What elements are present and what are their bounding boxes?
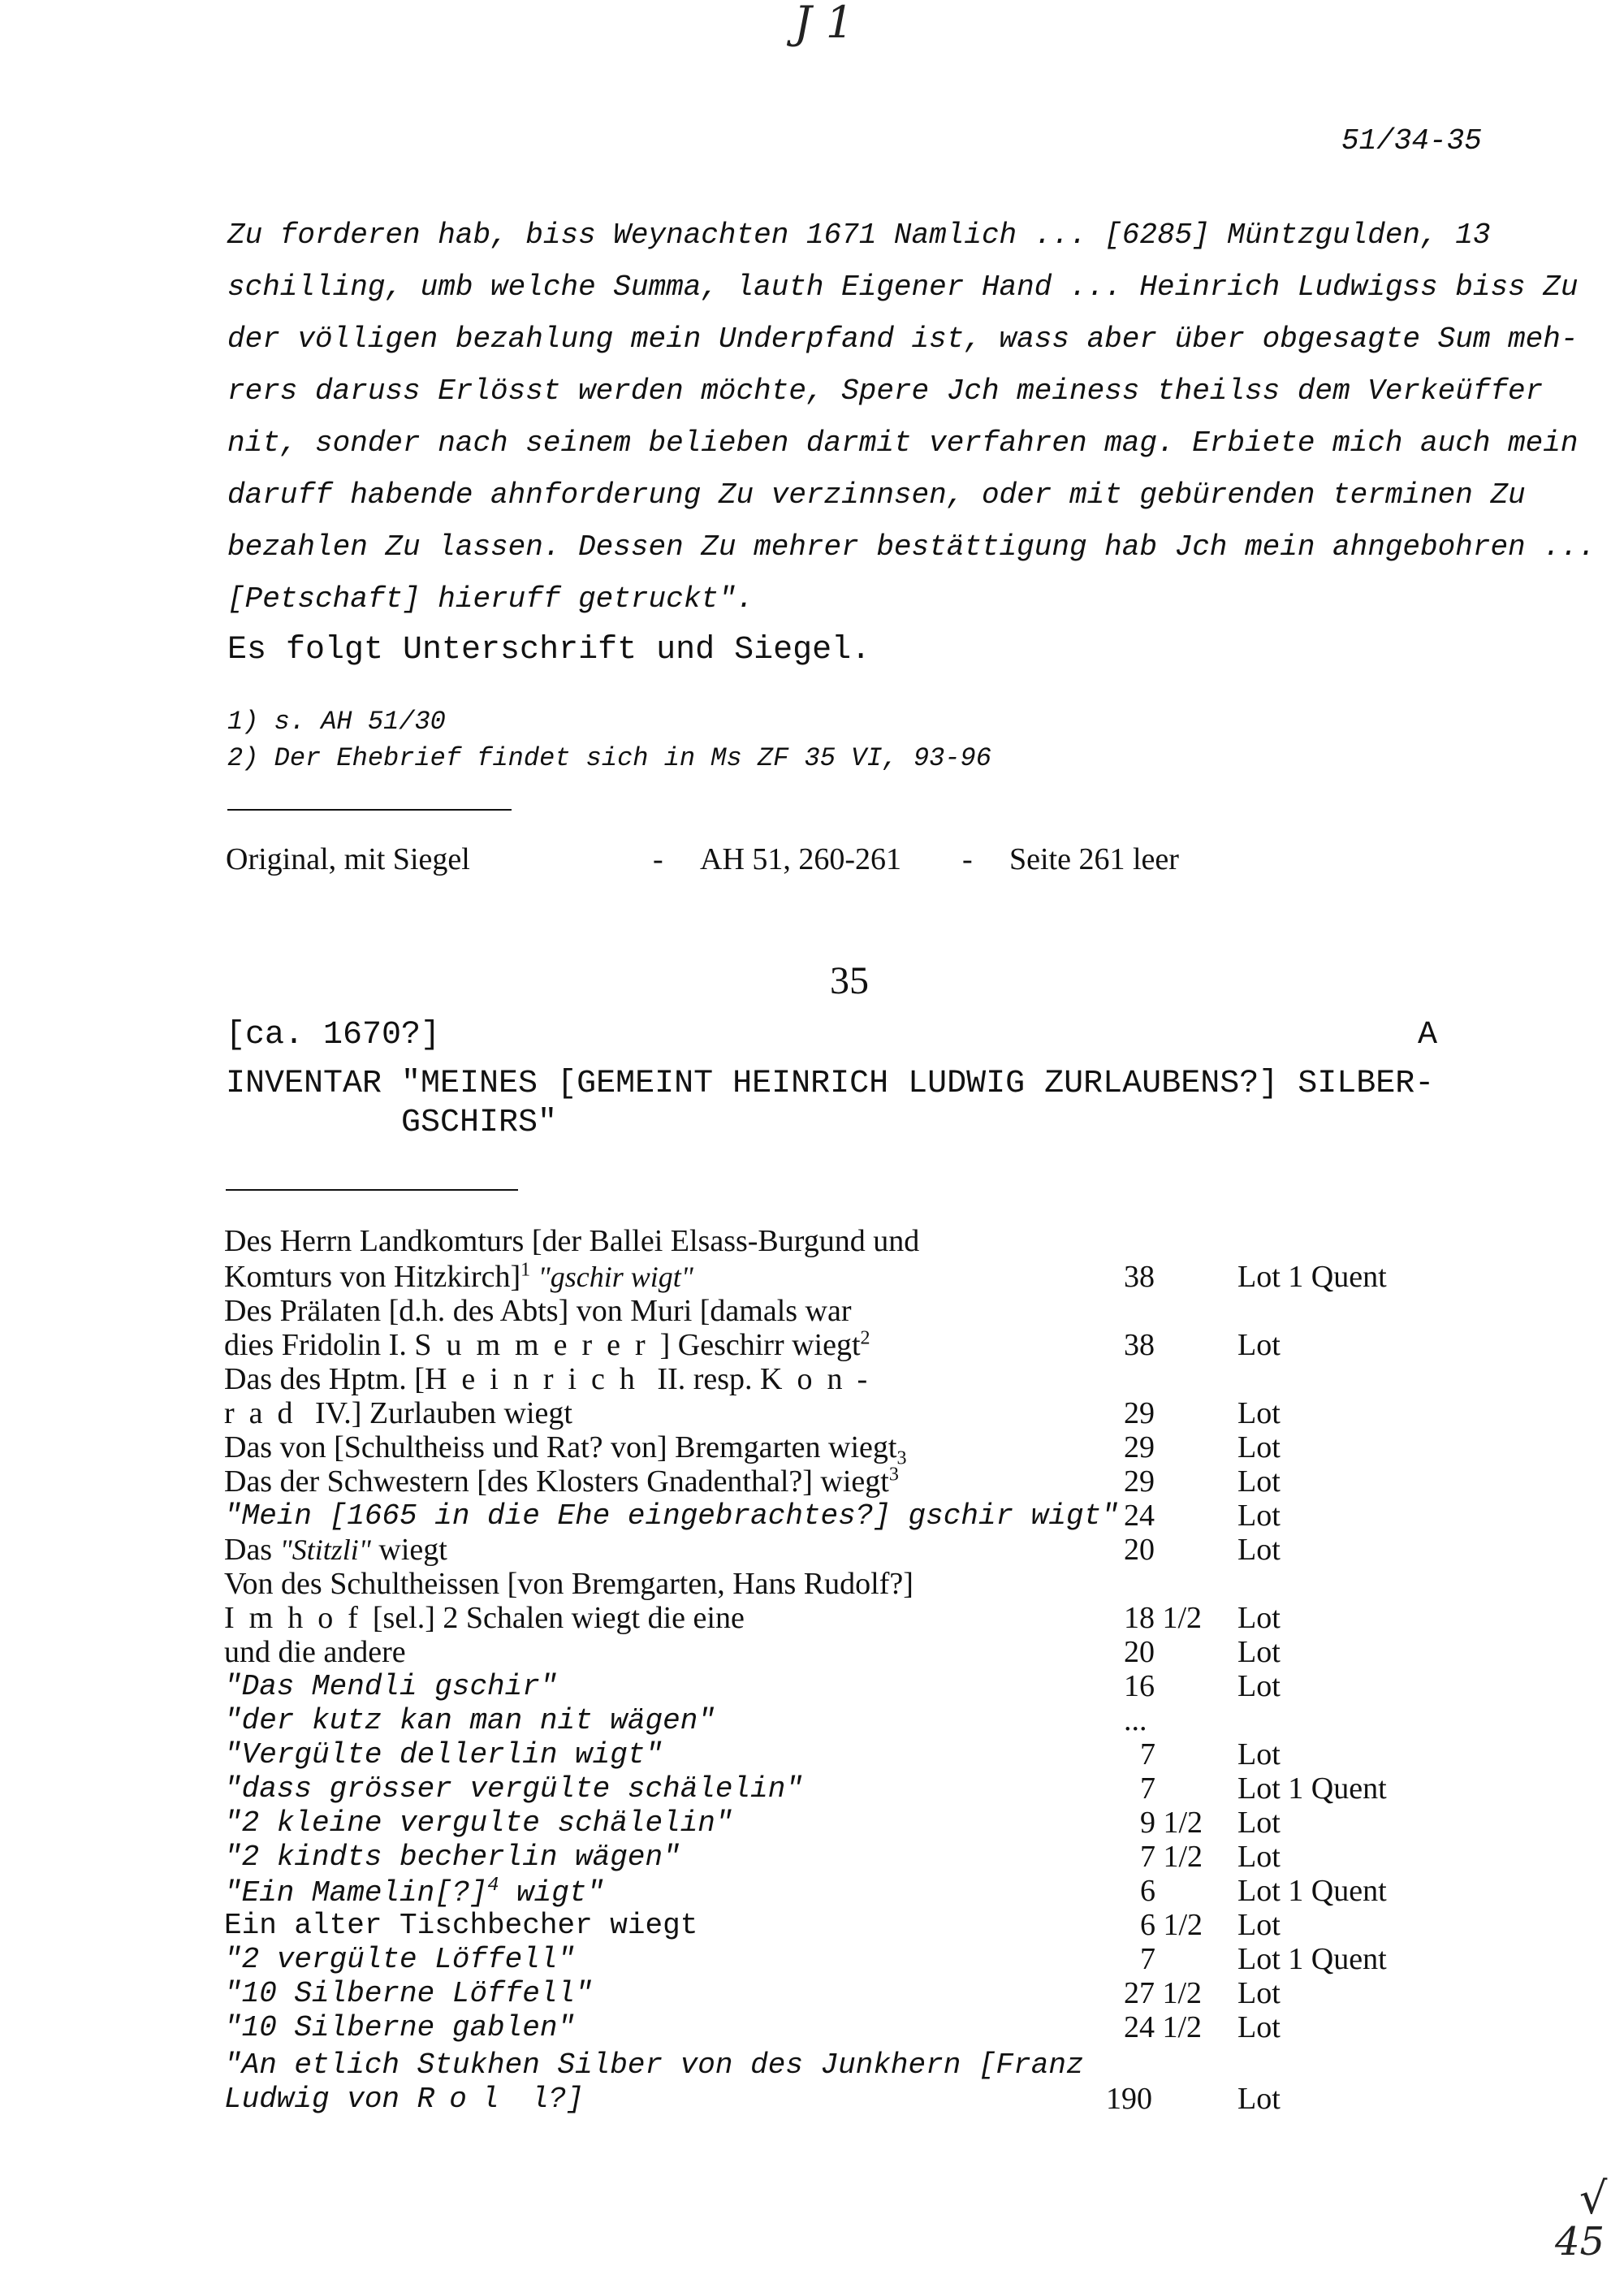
inventory-item: "Das Mendli gschir" <box>224 1670 558 1703</box>
letter-line: bezahlen Zu lassen. Dessen Zu mehrer bestättigung hab Jch mein ahngebohren ... <box>227 530 1596 564</box>
inventory-weight: 29 <box>1124 1396 1155 1430</box>
inventory-weight: 190 <box>1106 2082 1152 2116</box>
inventory-unit: Lot <box>1237 2010 1281 2044</box>
inventory-item: "Ein Mamelin[?]$^4$ wigt" <box>224 1875 605 1910</box>
source-archive-ref: AH 51, 260-261 <box>700 842 902 876</box>
inventory-item: Ein alter Tischbecher wiegt <box>224 1909 698 1942</box>
page-reference: 51/34-35 <box>1341 124 1482 158</box>
inventory-unit: Lot <box>1237 1464 1281 1499</box>
handwritten-page-mark: J 1 <box>794 0 854 48</box>
letter-line: schilling, umb welche Summa, lauth Eigener Hand ... Heinrich Ludwigss biss Zu <box>227 270 1579 304</box>
source-note: Seite 261 leer <box>1009 842 1179 876</box>
inventory-item: "2 kleine vergulte schälelin" <box>224 1806 733 1840</box>
inventory-unit: Lot <box>1237 2082 1281 2116</box>
inventory-weight: 24 <box>1124 1499 1155 1533</box>
inventory-item: "An etlich Stukhen Silber von des Junkhern [Franz <box>224 2048 1084 2082</box>
inventory-weight: 7 <box>1140 1942 1155 1976</box>
inventory-item: "10 Silberne Löffell" <box>224 1977 593 2010</box>
inventory-item: Des Herrn Landkomturs [der Ballei Elsass-Burgund und <box>224 1224 920 1258</box>
inventory-weight: 9 1/2 <box>1140 1806 1203 1840</box>
source-dash: - <box>962 842 973 876</box>
letter-line: [Petschaft] hieruff getruckt". <box>227 582 754 616</box>
inventory-weight: 6 <box>1140 1874 1155 1908</box>
inventory-unit: Lot <box>1237 1908 1281 1942</box>
inventory-item: Komturs von Hitzkirch]$^1$ "gschir wigt" <box>224 1259 693 1294</box>
inventory-unit: Lot <box>1237 1396 1281 1430</box>
inventory-unit: Lot 1 Quent <box>1237 1771 1387 1806</box>
inventory-unit: Lot <box>1237 1976 1281 2010</box>
letter-line: rers daruss Erlösst werden möchte, Spere Jch meiness theilss dem Verkeüffer <box>227 374 1544 408</box>
inventory-item: "2 kindts becherlin wägen" <box>224 1841 680 1874</box>
inventory-weight: ... <box>1124 1703 1147 1737</box>
inventory-weight: 29 <box>1124 1464 1155 1499</box>
letter-line: Zu forderen hab, biss Weynachten 1671 Namlich ... [6285] Müntzgulden, 13 <box>227 218 1491 252</box>
document-title-continued: GSCHIRS" <box>401 1105 558 1141</box>
inventory-unit: Lot 1 Quent <box>1237 1874 1387 1908</box>
document-number: 35 <box>830 959 869 1002</box>
inventory-unit: Lot <box>1237 1840 1281 1874</box>
inventory-weight: 6 1/2 <box>1140 1908 1203 1942</box>
handwritten-check-mark: √ <box>1579 2173 1608 2224</box>
footnote-1: 1) s. AH 51/30 <box>227 707 446 737</box>
inventory-item: Des Prälaten [d.h. des Abts] von Muri [damals war <box>224 1294 852 1328</box>
inventory-item: Das der Schwestern [des Klosters Gnadenthal?] wiegt$^3$ <box>224 1464 899 1499</box>
inventory-item: "der kutz kan man nit wägen" <box>224 1704 715 1737</box>
inventory-unit: Lot 1 Quent <box>1237 1260 1387 1294</box>
inventory-item: "2 vergülte Löffell" <box>224 1943 576 1976</box>
inventory-item: rad IV.] Zurlauben wiegt <box>224 1396 572 1430</box>
inventory-unit: Lot <box>1237 1601 1281 1635</box>
inventory-weight: 7 <box>1140 1737 1155 1771</box>
inventory-unit: Lot <box>1237 1806 1281 1840</box>
footnote-divider <box>227 809 512 811</box>
inventory-unit: Lot <box>1237 1635 1281 1669</box>
inventory-weight: 38 <box>1124 1260 1155 1294</box>
inventory-weight: 38 <box>1124 1328 1155 1362</box>
inventory-unit: Lot 1 Quent <box>1237 1942 1387 1976</box>
handwritten-page-number: 45 <box>1555 2219 1605 2265</box>
inventory-item: "10 Silberne gablen" <box>224 2011 576 2044</box>
inventory-unit: Lot <box>1237 1533 1281 1567</box>
inventory-item: Das "Stitzli" wiegt <box>224 1533 447 1567</box>
inventory-unit: Lot <box>1237 1328 1281 1362</box>
inventory-weight: 24 1/2 <box>1124 2010 1203 2044</box>
inventory-weight: 29 <box>1124 1430 1155 1464</box>
inventory-item: "Vergülte dellerlin wigt" <box>224 1738 663 1771</box>
inventory-weight: 20 <box>1124 1635 1155 1669</box>
inventory-item: Imhof[sel.] 2 Schalen wiegt die eine <box>224 1601 745 1635</box>
title-divider <box>226 1189 518 1191</box>
source-dash: - <box>653 842 663 876</box>
inventory-weight: 27 1/2 <box>1124 1976 1203 2010</box>
inventory-item: "dass grösser vergülte schälelin" <box>224 1772 803 1806</box>
document-title: INVENTAR "MEINES [GEMEINT HEINRICH LUDWIG ZURLAUBENS?] SILBER- <box>226 1066 1435 1102</box>
inventory-item: und die andere <box>224 1635 406 1669</box>
inventory-unit: Lot <box>1237 1669 1281 1703</box>
letter-line: nit, sonder nach seinem belieben darmit verfahren mag. Erbiete mich auch mein <box>227 426 1579 460</box>
inventory-weight: 7 <box>1140 1771 1155 1806</box>
inventory-item: dies Fridolin I. Summerer] Geschirr wiegt$^2$ <box>224 1327 870 1362</box>
document-category: A <box>1418 1017 1438 1053</box>
inventory-item: Das von [Schultheiss und Rat? von] Bremgarten wiegt$_3$ <box>224 1430 907 1469</box>
source-original: Original, mit Siegel <box>226 842 470 876</box>
inventory-item: Das des Hptm. [Heinrich II. resp. Kon- <box>224 1362 883 1396</box>
letter-line: der völligen bezahlung mein Underpfand ist, wass aber über obgesagte Sum meh- <box>227 322 1579 356</box>
inventory-weight: 18 1/2 <box>1124 1601 1203 1635</box>
inventory-unit: Lot <box>1237 1737 1281 1771</box>
inventory-weight: 7 1/2 <box>1140 1840 1203 1874</box>
inventory-item: Ludwig von Rol l?] <box>224 2083 584 2116</box>
letter-line: daruff habende ahnforderung Zu verzinnsen, oder mit gebürenden terminen Zu <box>227 478 1526 512</box>
inventory-weight: 20 <box>1124 1533 1155 1567</box>
footnote-2: 2) Der Ehebrief findet sich in Ms ZF 35 VI, 93-96 <box>227 743 991 773</box>
inventory-unit: Lot <box>1237 1499 1281 1533</box>
document-date: [ca. 1670?] <box>226 1017 441 1053</box>
inventory-item: Von des Schultheissen [von Bremgarten, Hans Rudolf?] <box>224 1567 914 1601</box>
inventory-item: "Mein [1665 in die Ehe eingebrachtes?] gschir wigt" <box>224 1499 1119 1533</box>
inventory-unit: Lot <box>1237 1430 1281 1464</box>
signature-note: Es folgt Unterschrift und Siegel. <box>227 632 871 668</box>
inventory-weight: 16 <box>1124 1669 1155 1703</box>
